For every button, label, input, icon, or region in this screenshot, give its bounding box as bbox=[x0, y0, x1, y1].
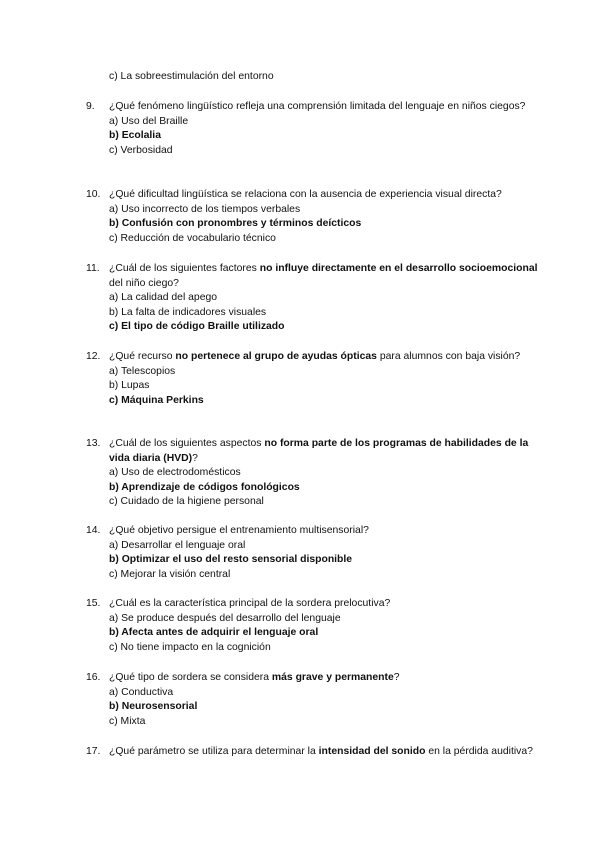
question-block bbox=[86, 350, 546, 408]
answer-option-correct: b) Afecta antes de adquirir el lenguaje oral bbox=[109, 627, 319, 639]
stem-text: ¿Cuál de los siguientes factores bbox=[109, 263, 260, 274]
answer-option: a) Desarrollar el lenguaje oral bbox=[109, 539, 246, 551]
stem-text: para alumnos con baja visión? bbox=[376, 351, 521, 362]
stem-text: ¿Cuál es la característica principal de la sordera prelocutiva? bbox=[109, 598, 391, 609]
stem-text: ¿Qué parámetro se utiliza para determinar la bbox=[109, 746, 319, 757]
question-stem bbox=[109, 437, 546, 466]
stem-text: en la pérdida auditiva? bbox=[425, 746, 533, 757]
question-block bbox=[86, 437, 546, 510]
question-stem bbox=[109, 262, 546, 291]
question-stem bbox=[109, 188, 546, 203]
question-block bbox=[86, 100, 546, 158]
question-block bbox=[86, 188, 546, 246]
question-block bbox=[86, 671, 546, 729]
question-stem bbox=[109, 671, 546, 686]
answer-option-correct: c) Máquina Perkins bbox=[109, 394, 204, 406]
carryover-option: c) La sobreestimulación del entorno bbox=[109, 71, 274, 82]
stem-text: ¿Qué tipo de sordera se considera bbox=[109, 672, 272, 683]
question-stem bbox=[109, 745, 546, 760]
question-number: 15. bbox=[86, 598, 101, 609]
stem-text: del niño ciego? bbox=[109, 277, 179, 289]
stem-emphasis: no influye directamente en el desarrollo socioemocional bbox=[259, 263, 538, 274]
answer-option-correct: b) Confusión con pronombres y términos deícticos bbox=[109, 218, 362, 230]
answer-option-correct: b) Neurosensorial bbox=[109, 701, 198, 713]
stem-emphasis: no pertenece al grupo de ayudas ópticas bbox=[175, 351, 377, 362]
answer-option: c) No tiene impacto en la cognición bbox=[109, 641, 271, 653]
question-number: 13. bbox=[86, 438, 101, 449]
question-block bbox=[86, 597, 546, 655]
question-number: 10. bbox=[86, 189, 101, 200]
stem-text: ¿Qué objetivo persigue el entrenamiento multisensorial? bbox=[109, 525, 369, 536]
stem-text: ¿Qué dificultad lingüística se relaciona con la ausencia de experiencia visual directa? bbox=[109, 189, 502, 200]
answer-option: a) La calidad del apego bbox=[109, 292, 218, 304]
question-stem bbox=[109, 524, 546, 539]
answer-option: a) Uso del Braille bbox=[109, 115, 189, 127]
answer-option: a) Uso de electrodomésticos bbox=[109, 467, 241, 479]
question-number: 9. bbox=[86, 101, 95, 112]
answer-option: a) Telescopios bbox=[109, 365, 176, 377]
answer-option-correct: c) El tipo de código Braille utilizado bbox=[109, 321, 285, 333]
question-stem bbox=[109, 597, 546, 612]
stem-emphasis: más grave y permanente bbox=[271, 672, 394, 683]
answer-option-correct: b) Optimizar el uso del resto sensorial disponible bbox=[109, 554, 353, 566]
answer-option: c) Mejorar la visión central bbox=[109, 568, 231, 580]
stem-emphasis: no forma parte de los programas de habilidades de la vida diaria (HVD) bbox=[109, 438, 529, 464]
question-number: 11. bbox=[86, 263, 100, 274]
question-stem bbox=[109, 100, 546, 115]
stem-text: ¿Qué recurso bbox=[109, 351, 176, 362]
answer-option-correct: b) Aprendizaje de códigos fonológicos bbox=[109, 481, 300, 493]
question-block bbox=[86, 262, 546, 335]
stem-emphasis: intensidad del sonido bbox=[318, 746, 426, 757]
question-number: 12. bbox=[86, 351, 101, 362]
answer-option: b) La falta de indicadores visuales bbox=[109, 306, 267, 318]
answer-option: c) Reducción de vocabulario técnico bbox=[109, 232, 276, 244]
answer-option: c) Cuidado de la higiene personal bbox=[109, 496, 264, 508]
answer-option: a) Se produce después del desarrollo del lenguaje bbox=[109, 612, 341, 624]
stem-text: ¿Cuál de los siguientes aspectos bbox=[109, 438, 265, 449]
question-number: 17. bbox=[86, 746, 101, 757]
answer-option: a) Conductiva bbox=[109, 686, 174, 698]
stem-text: ¿Qué fenómeno lingüístico refleja una comprensión limitada del lenguaje en niños ciegos? bbox=[109, 101, 526, 112]
answer-option: a) Uso incorrecto de los tiempos verbales bbox=[109, 203, 301, 215]
answer-option: c) Mixta bbox=[109, 715, 146, 727]
stem-text: ? bbox=[393, 672, 400, 683]
question-block bbox=[86, 745, 546, 760]
question-block bbox=[86, 524, 546, 582]
answer-option: b) Lupas bbox=[109, 380, 150, 392]
question-number: 14. bbox=[86, 525, 101, 536]
answer-option-correct: b) Ecolalia bbox=[109, 130, 161, 142]
answer-option: c) Verbosidad bbox=[109, 144, 173, 156]
question-number: 16. bbox=[86, 672, 101, 683]
question-stem bbox=[109, 350, 546, 365]
stem-text: ? bbox=[192, 452, 198, 464]
